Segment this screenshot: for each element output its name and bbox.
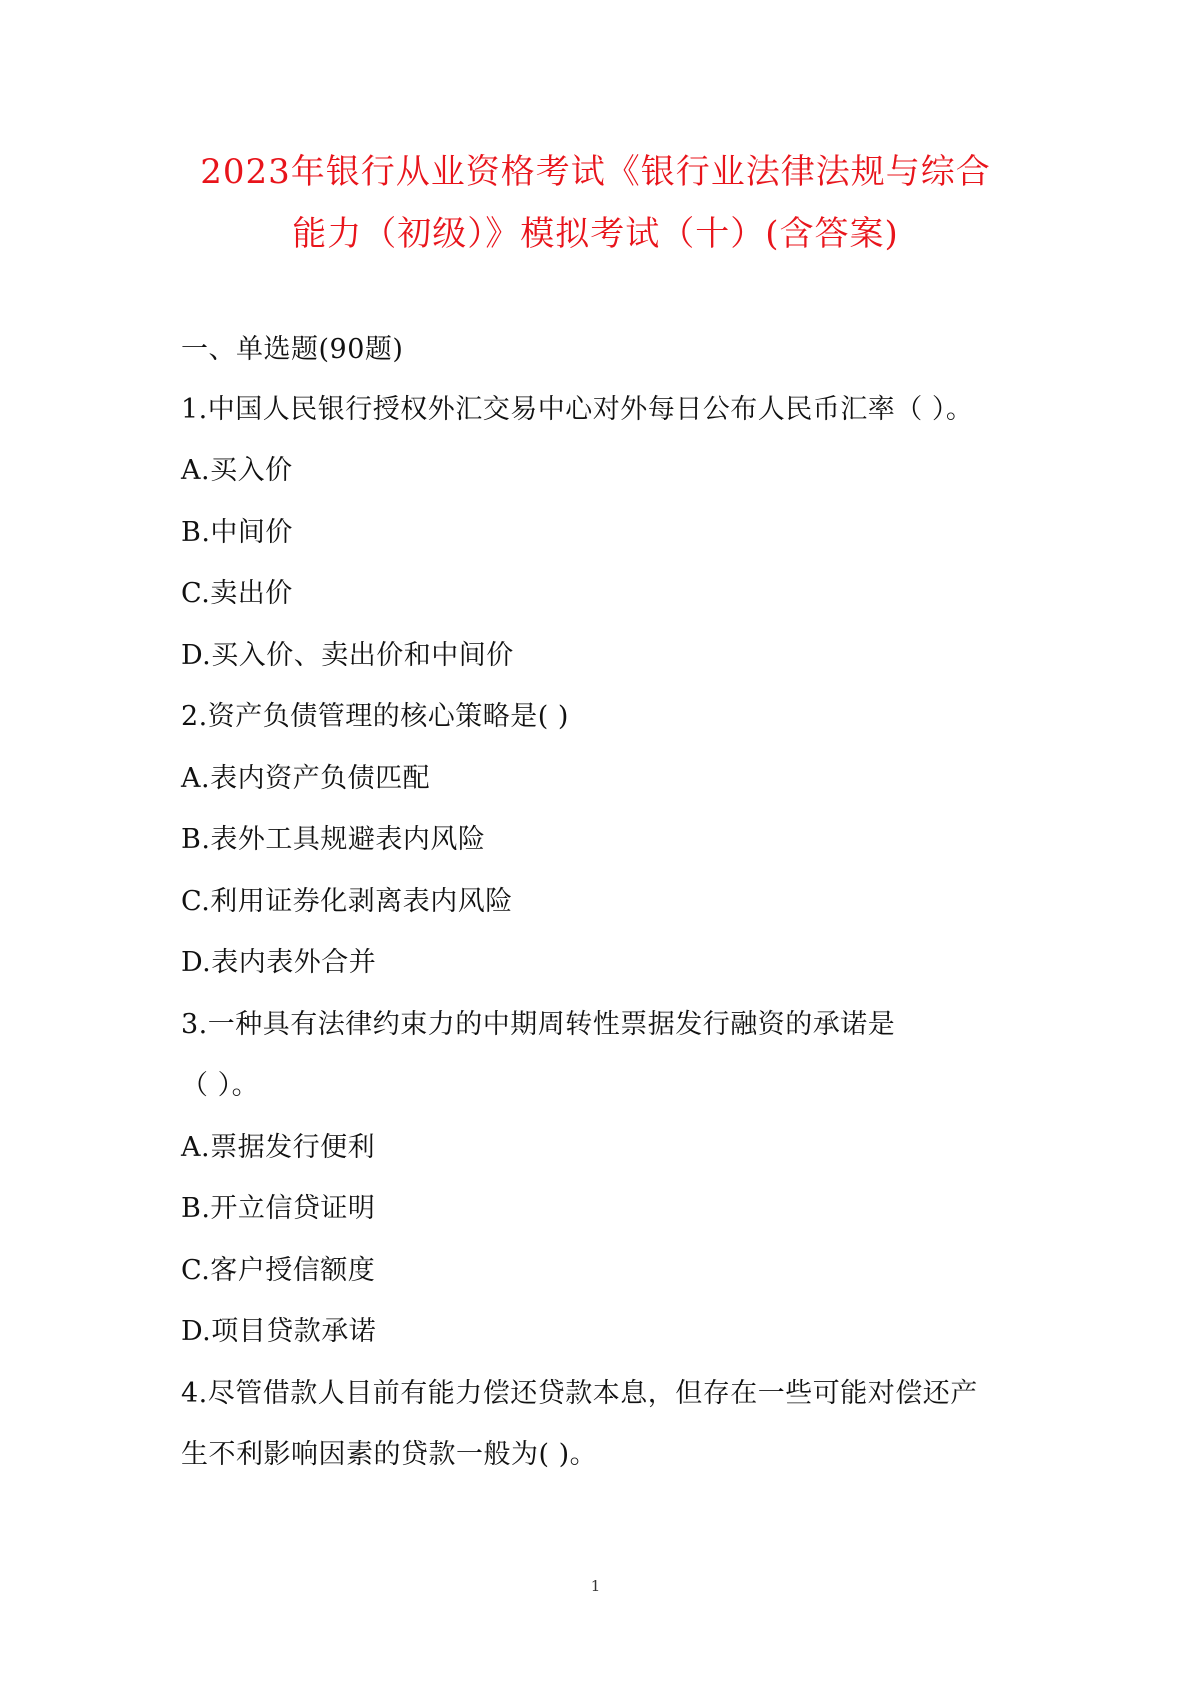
question-1-option-d: D.买入价、卖出价和中间价	[181, 640, 514, 671]
question-1-option-c: C.卖出价	[181, 578, 293, 609]
question-3-option-d: D.项目贷款承诺	[181, 1316, 377, 1347]
question-1-stem: 1.中国人民银行授权外汇交易中心对外每日公布人民币汇率（ ）。	[181, 394, 974, 425]
page-number: 1	[590, 1577, 601, 1595]
question-3-option-a: A.票据发行便利	[181, 1132, 376, 1163]
question-2-option-a: A.表内资产负债匹配	[181, 763, 431, 794]
question-2-stem: 2.资产负债管理的核心策略是( )	[181, 701, 569, 732]
question-2-option-b: B.表外工具规避表内风险	[181, 824, 486, 855]
question-1-option-b: B.中间价	[181, 517, 293, 548]
section-heading: 一、单选题(90题)	[181, 334, 404, 365]
question-3-stem-continued: （ ）。	[181, 1070, 260, 1101]
question-1-option-a: A.买入价	[181, 455, 293, 486]
question-3-option-b: B.开立信贷证明	[181, 1193, 376, 1224]
question-4-stem-continued: 生不利影响因素的贷款一般为( )。	[181, 1439, 598, 1470]
document-title-line-1: 2023年银行从业资格考试《银行业法律法规与综合	[200, 152, 991, 192]
question-3-option-c: C.客户授信额度	[181, 1255, 376, 1286]
question-2-option-d: D.表内表外合并	[181, 947, 377, 978]
question-4-stem: 4.尽管借款人目前有能力偿还贷款本息，但存在一些可能对偿还产	[181, 1378, 978, 1409]
document-title-line-2: 能力（初级）》模拟考试（十）(含答案)	[292, 214, 899, 254]
question-3-stem: 3.一种具有法律约束力的中期周转性票据发行融资的承诺是	[181, 1009, 896, 1040]
question-2-option-c: C.利用证券化剥离表内风险	[181, 886, 513, 917]
